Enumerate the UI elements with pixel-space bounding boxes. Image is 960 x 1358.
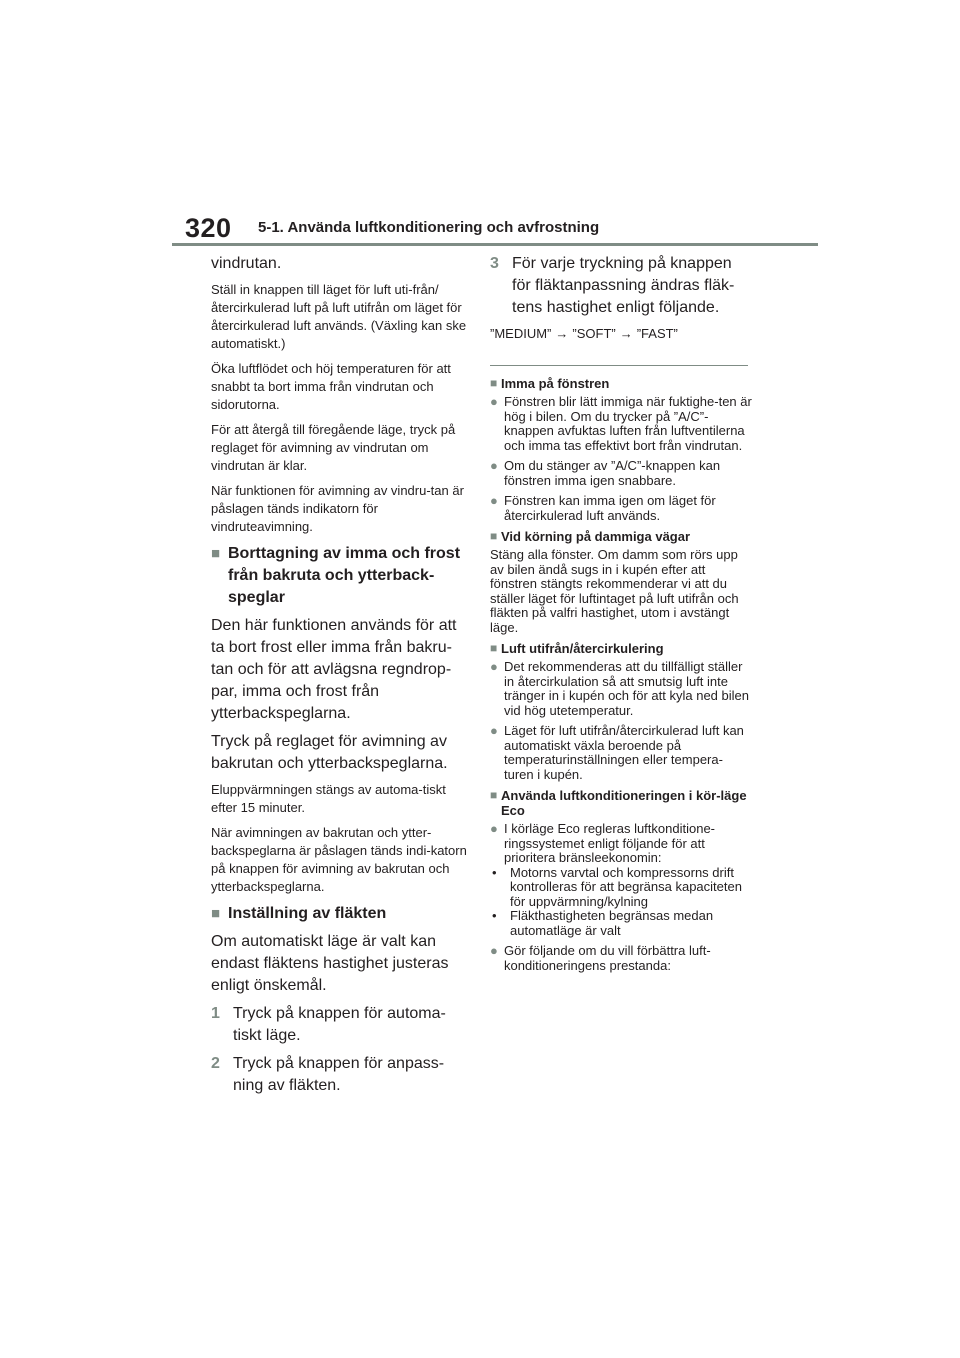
section-heading [211,543,471,609]
note-heading-text: Imma på fönstren [501,376,610,391]
note-text: Öka luftflödet och höj temperaturen för att snabbt ta bort imma från vindrutan och sidorutorna. [211,361,451,412]
sub-bullet-text: Fläkthastigheten begränsas medan automatläge är valt [510,908,714,938]
square-bullet-icon: ■ [211,545,221,562]
paragraph: Om automatiskt läge är valt kan endast fläktens hastighet justeras enligt önskemål. [211,933,449,994]
sub-bullet-text: Motorns varvtal och kompressorns drift kontrolleras för att begränsa kapaciteten för uppvärmning/kylning [510,864,742,909]
small-dot-icon: • [492,908,497,923]
paragraph: vindrutan. [211,255,282,272]
step-text: Tryck på knappen för automa-tiskt läge. [233,1005,446,1044]
dot-bullet-icon: ● [490,943,498,958]
square-bullet-icon: ■ [490,641,498,655]
sequence-item: ”MEDIUM” [490,326,552,341]
bullet-item [490,724,752,782]
left-column [211,253,471,1103]
sub-bullet-item [490,866,752,910]
step-2 [211,1053,471,1097]
bullet-text: Läget för luft utifrån/återcirkulerad luft kan automatiskt växla beroende på temperaturinställningen eller tempera-turen i kupén. [504,723,744,782]
step-number: 3 [490,255,499,272]
note-heading [490,376,752,391]
sequence-item: ”FAST” [636,326,678,341]
dot-bullet-icon: ● [490,458,498,473]
page-number: 320 [185,213,232,243]
notes-divider [490,365,748,366]
square-bullet-icon: ■ [490,788,498,802]
note-text: Ställ in knappen till läget för luft uti-från/återcirkulerad luft på luft utifrån om läget för återcirkulerad luft används. (Växling kan ske automatiskt.) [211,282,467,351]
small-dot-icon: • [492,864,497,880]
dot-bullet-icon: ● [490,821,498,836]
note-text: När avimningen av bakrutan och ytter-backspeglarna är påslagen tänds indi-katorn på knappen för avimning av bakrutan och ytterbackspeglarna. [211,825,467,894]
bullet-item [490,395,752,453]
note-text: Stäng alla fönster. Om damm som rörs upp av bilen ändå sugs in i kupén efter att fönstren stängts rekommenderar vi att du ställer läget för luftintaget på luft utifrån och fläkten på valfri hastighet, utom i avstängt läge. [490,547,739,635]
arrow-right-icon: → [619,326,633,341]
step-text: För varje tryckning på knappen för fläktanpassning ändras fläk-tens hastighet enligt följande. [512,255,735,316]
bullet-item [490,459,752,488]
bullet-text: Fönstren blir lätt immiga när fuktighe-ten är hög i bilen. Om du trycker på ”A/C”-knappen avfuktas luften från luftventilerna och imma tas effektivt bort från vindrutan. [504,394,752,453]
paragraph: Tryck på reglaget för avimning av bakrutan och ytterbackspeglarna. [211,733,448,772]
note-heading-text: Vid körning på dammiga vägar [501,529,691,544]
heading-text: Borttagning av imma och frost från bakruta och ytterback-speglar [228,545,461,606]
step-number: 2 [211,1055,220,1072]
dot-bullet-icon: ● [490,394,498,409]
step-3 [490,253,752,319]
bullet-text: Gör följande om du vill förbättra luft-konditioneringens prestanda: [504,943,711,973]
note-heading-text: Använda luftkonditioneringen i kör-läge Eco [501,788,747,818]
right-column [490,253,752,979]
bullet-text: I körläge Eco regleras luftkonditione-ringssystemet enligt följande för att prioritera bränsleekonomin: [504,821,716,865]
square-bullet-icon: ■ [490,529,498,543]
page-header [0,0,960,250]
note-heading-text: Luft utifrån/återcirkulering [501,641,664,656]
note-heading [490,529,752,544]
step-1 [211,1003,471,1047]
section-heading [211,903,471,925]
bullet-item [490,660,752,718]
paragraph: Den här funktionen används för att ta bort frost eller imma från bakru-tan och för att avlägsna regndrop-par, imma och frost från ytterbackspeglarna. [211,617,457,722]
bullet-text: Om du stänger av ”A/C”-knappen kan fönstren imma igen snabbare. [504,458,721,488]
dot-bullet-icon: ● [490,723,498,738]
bullet-text: Det rekommenderas att du tillfälligt ställer in återcirkulation så att smutsig luft inte tränger in i kupén och för att kyla ned bilen vid hög utetemperatur. [504,659,749,718]
note-text: När funktionen för avimning av vindru-tan är påslagen tänds indikatorn för vindruteavimning. [211,483,464,534]
note-text: Eluppvärmningen stängs av automa-tiskt efter 15 minuter. [211,782,446,815]
dot-bullet-icon: ● [490,493,498,508]
step-text: Tryck på knappen för anpass-ning av fläkten. [233,1055,445,1094]
bullet-item [490,822,752,866]
note-heading [490,788,752,818]
note-text: För att återgå till föregående läge, tryck på reglaget för avimning av vindrutan om vindrutan är klar. [211,422,456,473]
step-number: 1 [211,1005,220,1022]
note-heading [490,641,752,656]
arrow-right-icon: → [555,326,569,341]
sequence-item: ”SOFT” [572,326,616,341]
fan-speed-sequence [490,325,752,343]
heading-text: Inställning av fläkten [228,905,387,922]
square-bullet-icon: ■ [490,376,498,390]
bullet-text: Fönstren kan imma igen om läget för återcirkulerad luft används. [504,493,716,523]
bullet-item [490,494,752,523]
bullet-item [490,944,752,973]
header-rule [172,243,818,246]
sub-bullet-item [490,909,752,938]
dot-bullet-icon: ● [490,659,498,674]
square-bullet-icon: ■ [211,905,221,922]
section-title: 5-1. Använda luftkonditionering och avfrostning [258,219,600,236]
